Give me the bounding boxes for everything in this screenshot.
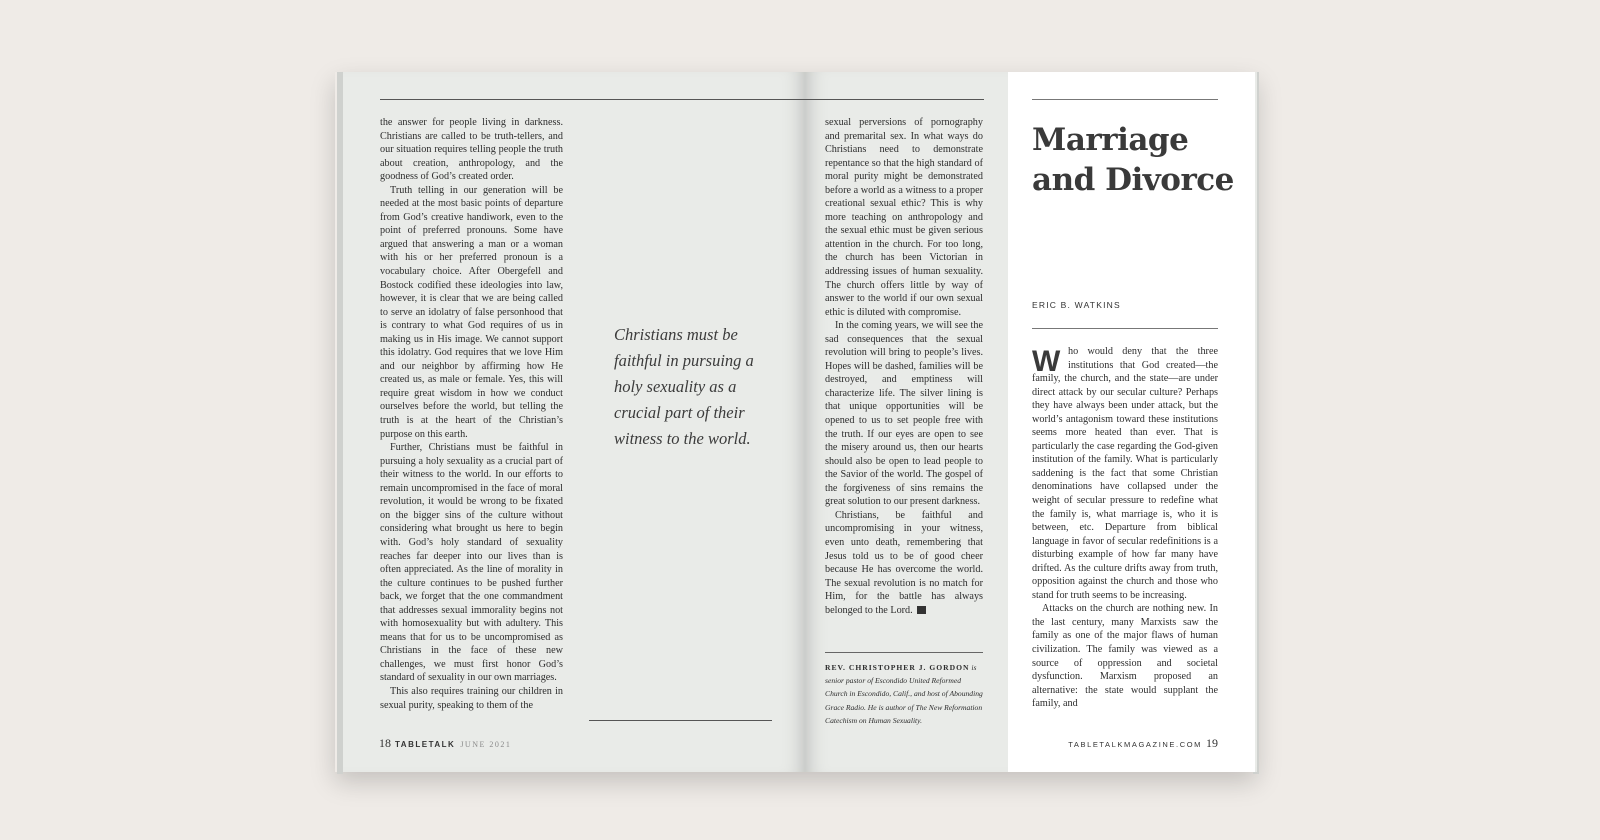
paragraph: In the coming years, we will see the sad consequences that the sexual revolution will bring to people’s lives. Hopes will be dashed, families will be destroyed, and emptiness will characterize life. The silver lining is that unique opportunities will be opened to us to set people free with the truth. If our eyes are open to see the misery around us, then our hearts should also be open to lead people to the Savior of the world. The gospel of the forgiveness of sins remains the great solution to our present darkness.	[825, 320, 983, 508]
pull-quote: Christians must be faithful in pursuing a holy sexuality as a crucial part of their witness to the world.	[614, 325, 754, 448]
closing-text: Christians, be faithful and uncompromising in your witness, even unto death, remembering that Jesus told us to be of good cheer because He has overcome the world. The sexual revolution is no match for Him, for the battle has always belonged to the Lord.	[825, 509, 983, 616]
left-folio	[379, 736, 511, 751]
pullquote-bottom-rule	[589, 720, 772, 721]
paragraph: This also requires training our children in sexual purity, speaking to them of the	[380, 685, 563, 711]
article-title	[1032, 120, 1242, 200]
magazine-name: TABLETALK	[395, 740, 456, 749]
paragraph: Attacks on the church are nothing new. In the last century, many Marxists saw the family as one of the major flaws of human civilization. The family was viewed as a source of oppression and societal dysfunction. Marxism proposed an alternative: the state would supplant the family, and	[1032, 603, 1218, 710]
title-top-rule	[1032, 99, 1218, 100]
intro-paragraph	[1032, 345, 1218, 602]
title-line-2: and Divorce	[1032, 162, 1234, 198]
drop-cap: W	[1032, 345, 1061, 378]
paragraph: sexual perversions of pornography and premarital sex. In what ways do Christians need to demonstrate repentance so that the high standard of moral purity might be demonstrated before a world as a witness to a proper creational sexual ethic? This is why more teaching on anthropology and the sexual ethic must be given serious attention in the church. For too long, the church has been Victorian in addressing issues of human sexuality. The church offers little by way of answer to the world if our own sexual ethic is diluted with compromise.	[825, 117, 983, 318]
page-number: 19	[1206, 736, 1218, 750]
bio-name: REV. CHRISTOPHER J. GORDON	[825, 663, 970, 672]
author-rule	[1032, 328, 1218, 329]
article-author: ERIC B. WATKINS	[1032, 300, 1121, 310]
page-number: 18	[379, 736, 391, 750]
right-article-column	[825, 116, 983, 646]
end-mark-icon	[917, 606, 926, 614]
paragraph: Truth telling in our generation will be needed at the most basic points of departure from God’s creative handiwork, even to the point of preferred pronouns. Some have argued that answering a man or a woman with his or her preferred pronoun is a vocabulary choice. After Obergefell and Bostock codified these ideologies into law, however, it is clear that we are being called to serve an idolatry of false personhood that is contrary to what God requires of us in making us in His image. We cannot support this idolatry. God requires that we love Him and our neighbor by affirming how He created us, as male or female. Yes, this will require great wisdom in how we conduct ourselves before the world, but telling the truth is at the heart of the Christian’s purpose on this earth.	[380, 184, 563, 440]
author-bio	[825, 661, 983, 727]
left-article-column	[380, 116, 563, 726]
paragraph	[825, 509, 983, 617]
bio-rule	[825, 652, 983, 653]
paragraph: the answer for people living in darkness. Christians are called to be truth-tellers, and our situation requires telling people the truth about creation, anthropology, and the goodness of God’s created order.	[380, 117, 563, 183]
issue-date: JUNE 2021	[460, 740, 512, 749]
paragraph: Further, Christians must be faithful in pursuing a holy sexuality as a crucial part of their witness to the world. In our efforts to remain uncompromised in the face of moral revolution, it would be wrong to be fixated on the bigger sins of the culture without considering what brought us here to begin with. God’s holy standard of sexuality reaches far deeper into our lives than is often appreciated. As the line of morality in the culture continues to be pushed further back, we forget that the one commandment that addresses sexual immorality begins not with homosexuality but with adultery. This means that for us to be uncompromised as Christians in the face of these new challenges, we must first honor God’s standard of sexuality in our own marriages.	[380, 442, 563, 684]
left-top-rule	[380, 99, 984, 100]
website: TABLETALKMAGAZINE.COM	[1068, 740, 1202, 749]
title-line-1: Marriage	[1032, 122, 1189, 158]
right-folio	[1068, 736, 1218, 751]
article-intro-column	[1032, 345, 1218, 725]
dropcap-spacer	[1032, 345, 1068, 367]
bio-text: is senior pastor of Escondido United Reformed Church in Escondido, Calif., and host of Abounding Grace Radio. He is author of The New Reformation Catechism on Human Sexuality.	[825, 663, 983, 725]
intro-text: ho would deny that the three institutions that God created—the family, the church, and the state—are under direct attack by our secular culture? Perhaps they have always been under attack, but the world’s antagonism toward these institutions seems more heated than ever. That is particularly the case regarding the God-given institution of the family. What is particularly saddening is the fact that some Christian denominations have collapsed under the weight of secular pressure to redefine what the family is, what marriage is, who it is between, etc. Departure from biblical language in favor of secular redefinitions is a disturbing example of how far many have drifted. As the culture drifts away from truth, opposition against the church and those who stand for truth seems to be increasing.	[1032, 346, 1218, 601]
